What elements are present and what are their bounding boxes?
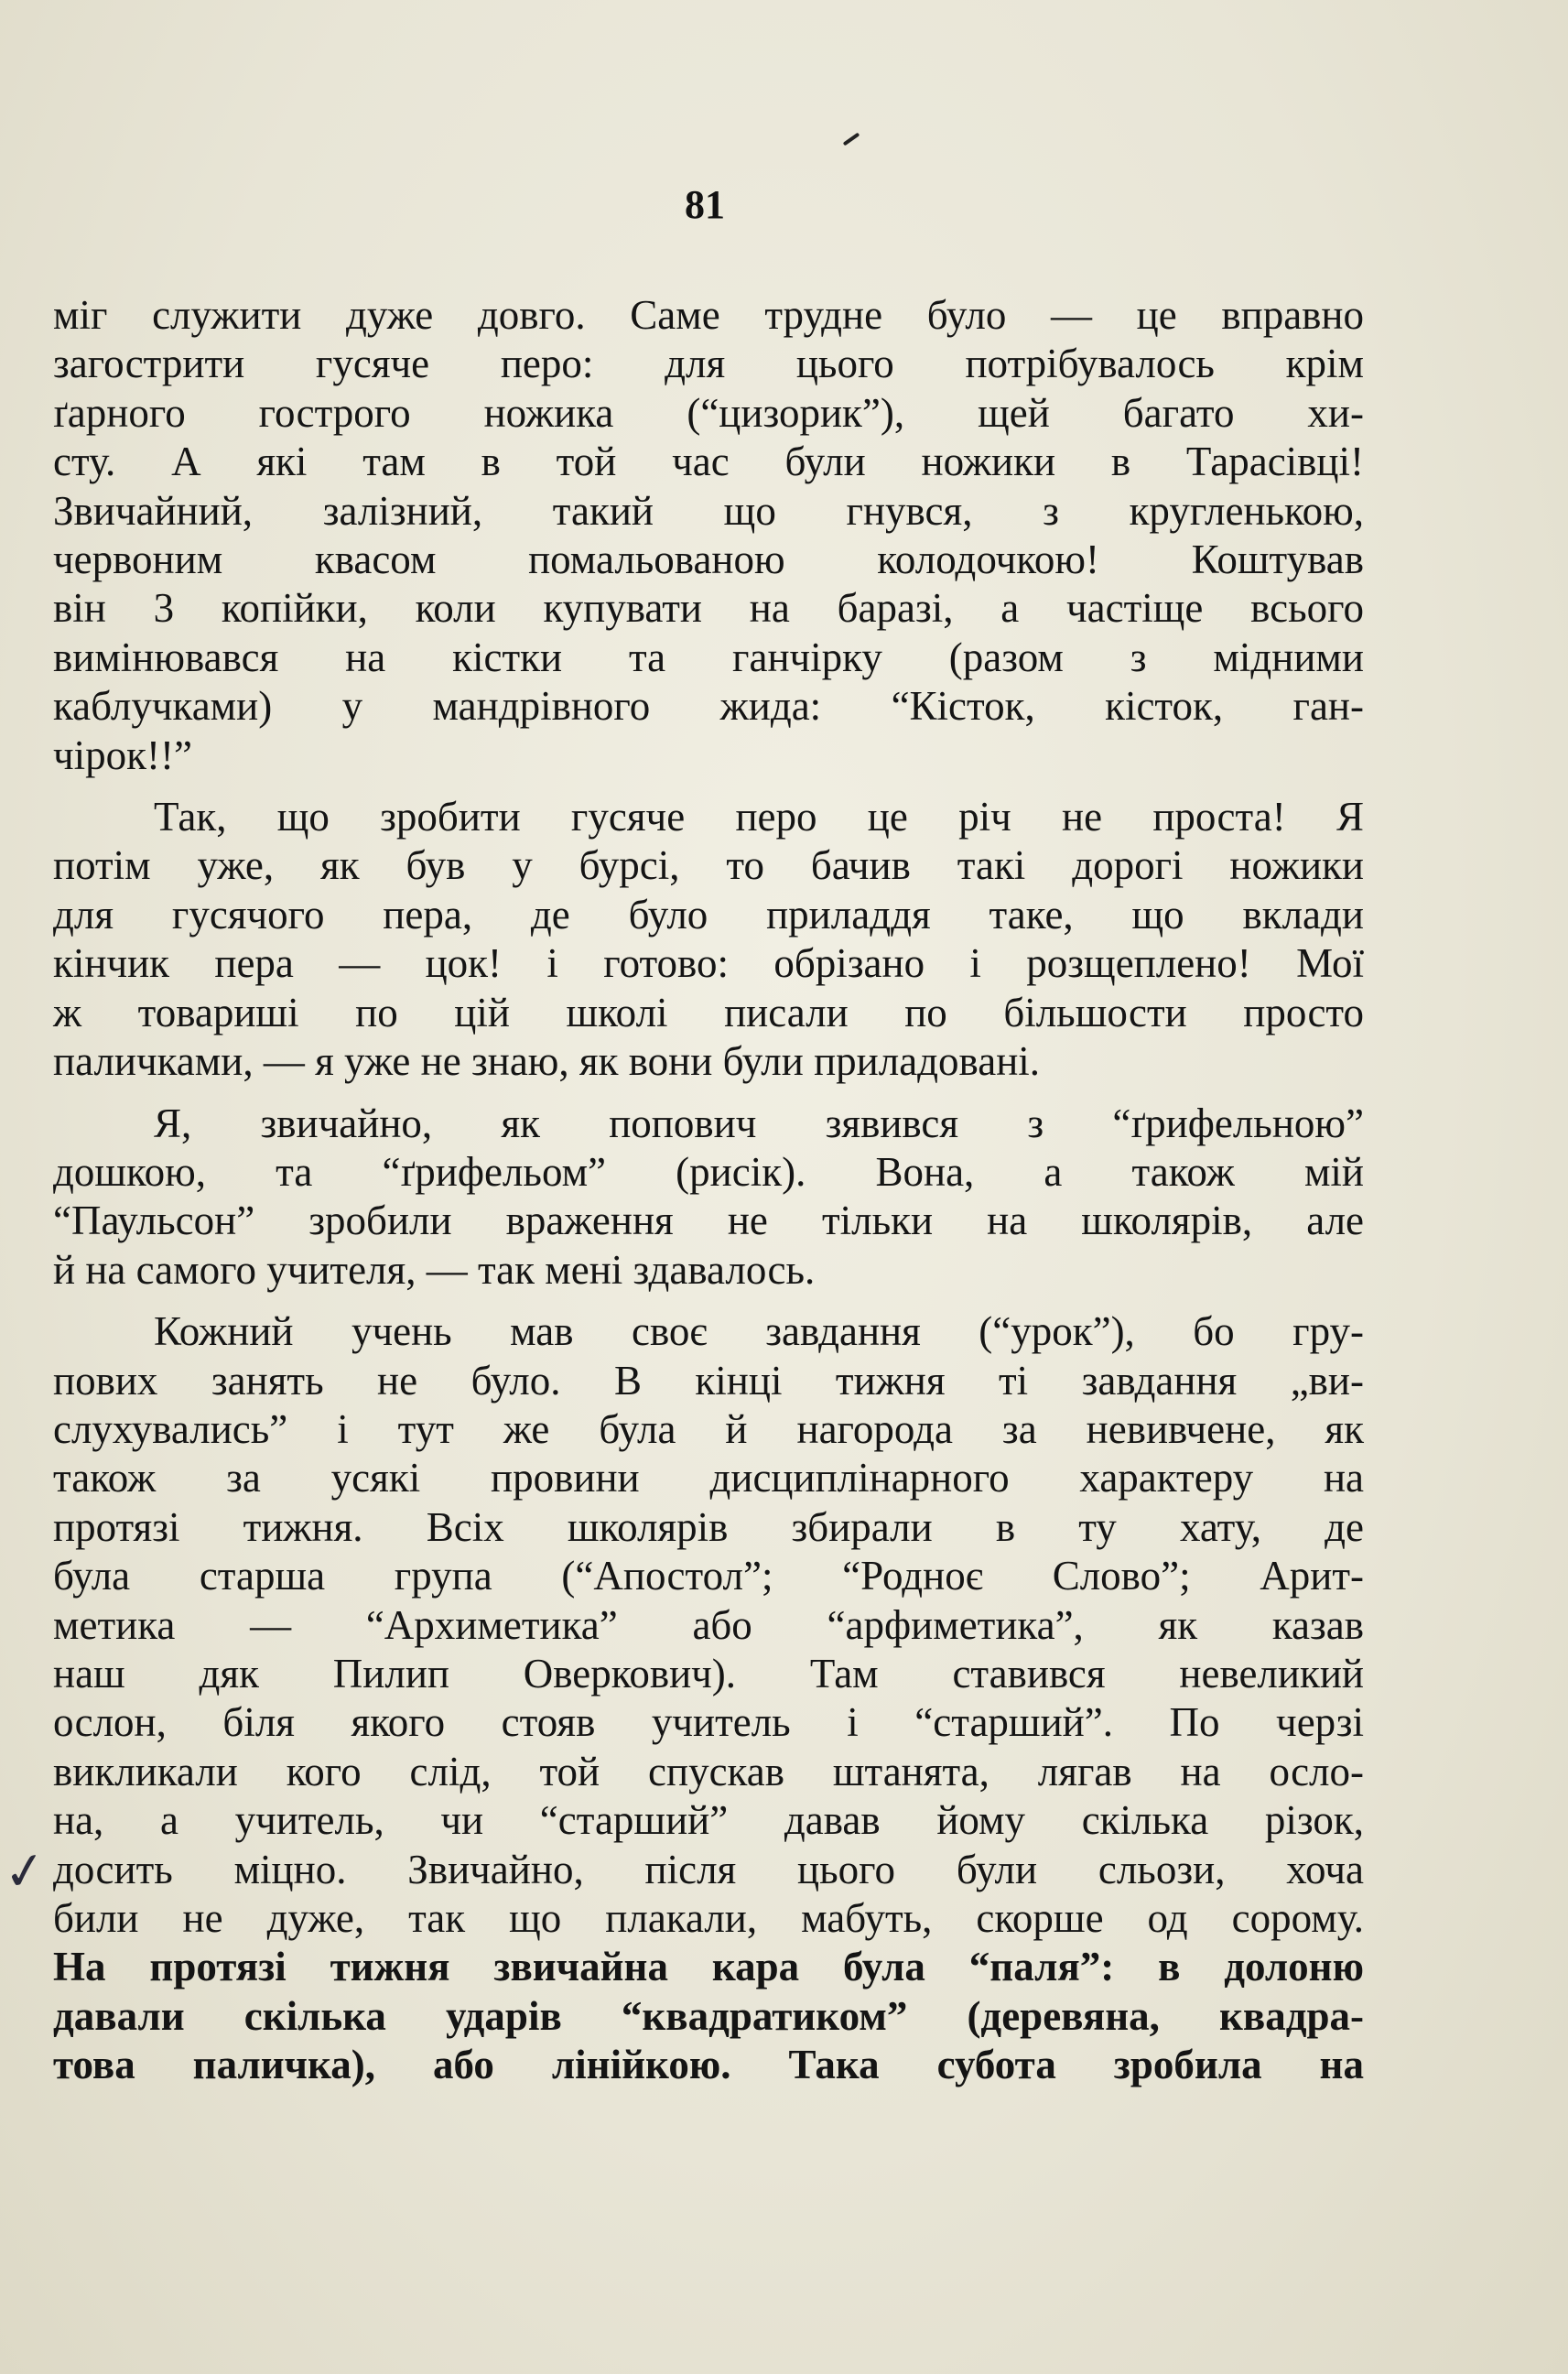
text-line: досить міцно. Звичайно, після цього були сльози, хоча <box>53 1846 1364 1892</box>
text-line: ґарного гострого ножика (“цизорик”), щей багато хи- <box>53 389 1364 436</box>
text-line: каблучками) у мандрівного жида: “Кісток, кісток, ган- <box>53 683 1364 730</box>
text-line: слухувались” і тут же була й нагорода за невивчене, як <box>53 1405 1364 1452</box>
text-line: дошкою, та “ґрифельом” (рисік). Вона, а також мій <box>53 1148 1364 1195</box>
text-line: сту. А які там в той час були ножики в Тарасівці! <box>53 439 1364 485</box>
text-line: кінчик пера — цок! і готово: обрізано і розщеплено! Мої <box>53 940 1364 987</box>
text-line: ослон, біля якого стояв учитель і “старший”. По черзі <box>53 1699 1364 1746</box>
text-line: він 3 копійки, коли купувати на баразі, а частіще всього <box>53 585 1364 632</box>
text-line: Кожний учень мав своє завдання (“урок”), бо гру- <box>154 1308 1364 1355</box>
text-line: Я, звичайно, як попович зявився з “ґрифельною” <box>154 1100 1364 1146</box>
text-line: наш дяк Пилип Оверкович). Там ставився невеликий <box>53 1650 1364 1696</box>
paragraph-2 <box>53 793 1364 1086</box>
text-line: також за усякі провини дисциплінарного характеру на <box>53 1455 1364 1501</box>
text-line: чірок!!” <box>53 732 192 778</box>
text-line: викликали кого слід, той спускав штанята, лягав на осло- <box>53 1748 1364 1794</box>
text-line: для гусячого пера, де було приладдя таке, що вклади <box>53 891 1364 938</box>
text-line: Звичайний, залізний, такий що гнувся, з кругленькою, <box>53 487 1364 534</box>
paragraph-3 <box>53 1100 1364 1295</box>
text-line: й на самого учителя, — так мені здавалось. <box>53 1246 816 1293</box>
text-line: протязі тижня. Всіх школярів збирали в ту хату, де <box>53 1503 1364 1550</box>
text-line: били не дуже, так що плакали, мабуть, скорше од сорому. <box>53 1895 1364 1941</box>
text-line: на, а учитель, чи “старший” давав йому скілька різок, <box>53 1797 1364 1844</box>
text-line: червоним квасом помальованою колодочкою! Коштував <box>53 537 1364 583</box>
text-line: була старша група (“Апостол”; “Родноє Слово”; Арит- <box>53 1553 1364 1599</box>
text-line: вимінювався на кістки та ганчірку (разом з мідними <box>53 634 1364 680</box>
text-line: паличками, — я уже не знаю, як вони були приладовані. <box>53 1038 1041 1085</box>
text-line: загострити гусяче перо: для цього потрібувалось крім <box>53 341 1364 387</box>
text-line: потім уже, як був у бурсі, то бачив такі дорогі ножики <box>53 842 1364 889</box>
text-line: На протязі тижня звичайна кара була “паля”: в долоню <box>53 1944 1364 1990</box>
text-line: това паличка), або лінійкою. Така субота зробила на <box>53 2042 1364 2088</box>
text-line: міг служити дуже довго. Саме трудне було — це вправно <box>53 292 1364 338</box>
text-line: пових занять не було. В кінці тижня ті завдання „ви- <box>53 1357 1364 1404</box>
text-line: ж товариші по цій школі писали по більшости просто <box>53 989 1364 1035</box>
scan-speck <box>843 133 860 146</box>
text-line: Так, що зробити гусяче перо це річ не проста! Я <box>154 794 1364 840</box>
body-text <box>53 291 1364 2103</box>
page-number: 81 <box>685 182 725 227</box>
paragraph-1 <box>53 291 1364 780</box>
text-line: “Паульсон” зробили враження не тільки на школярів, але <box>53 1198 1364 1244</box>
margin-check-mark-icon: ✓ <box>0 1839 51 1904</box>
text-line: метика — “Архиметика” або “арфиметика”, як казав <box>53 1601 1364 1648</box>
text-line: давали скілька ударів “квадратиком” (деревяна, квадра- <box>53 1992 1364 2039</box>
paragraph-4 <box>53 1307 1364 2090</box>
